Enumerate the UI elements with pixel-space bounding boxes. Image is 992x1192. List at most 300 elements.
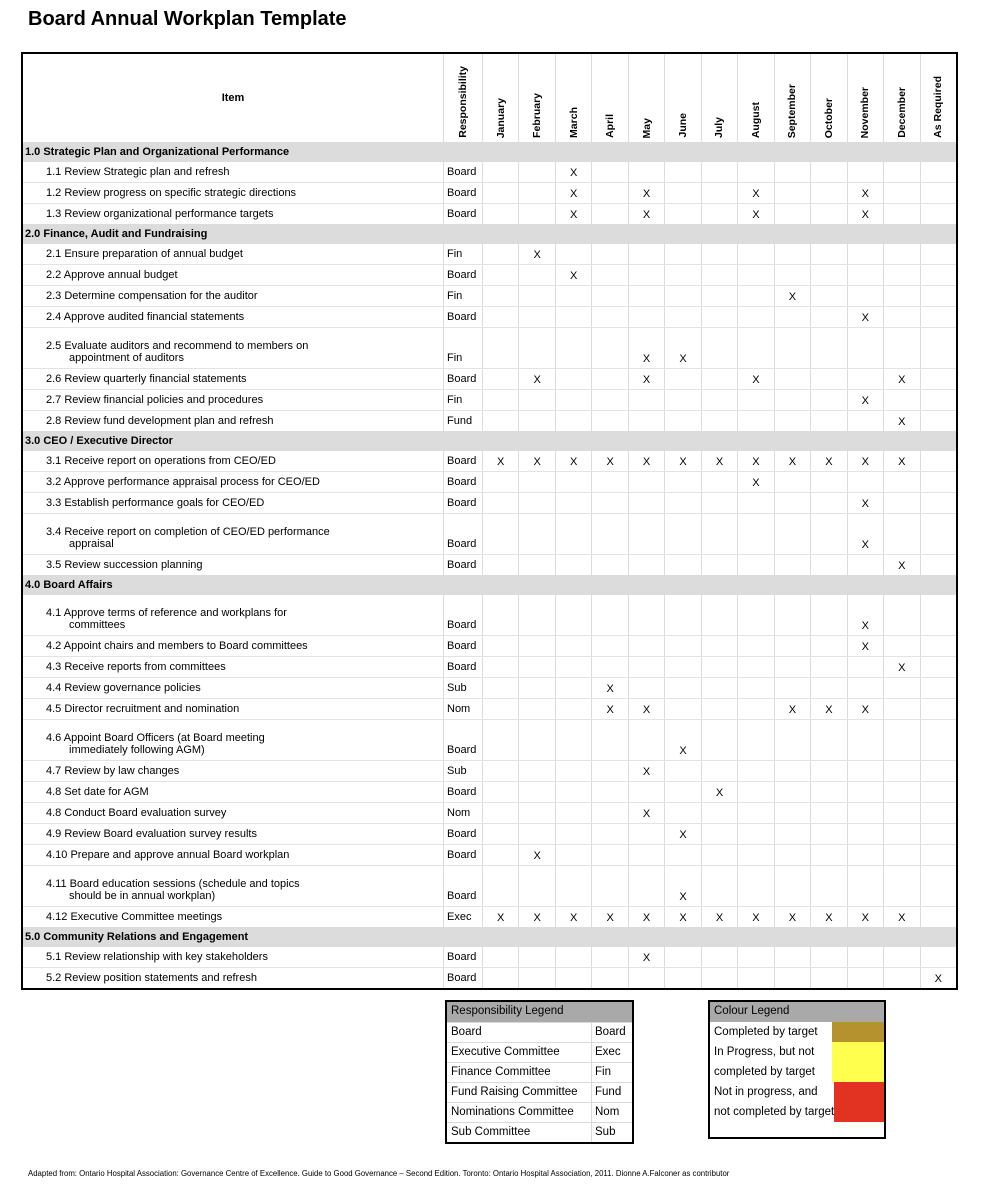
month-mark-cell: X: [847, 595, 883, 635]
month-mark-cell: [482, 390, 518, 410]
month-mark-cell: [737, 947, 773, 967]
month-mark-cell: [883, 390, 919, 410]
month-mark-cell: [920, 183, 956, 203]
month-mark-cell: [555, 390, 591, 410]
month-column-header: [664, 54, 700, 142]
month-mark-cell: [518, 636, 554, 656]
responsibility-cell: Board: [443, 657, 482, 677]
month-mark-cell: [810, 328, 846, 368]
item-text-line: 4.12 Executive Committee meetings: [46, 911, 223, 923]
item-text-line: 2.4 Approve audited financial statements: [46, 311, 245, 323]
month-mark-cell: [774, 968, 810, 988]
month-mark-cell: [664, 286, 700, 306]
month-mark-cell: [664, 947, 700, 967]
month-mark-cell: [482, 472, 518, 492]
month-mark-cell: X: [555, 183, 591, 203]
legend-committee-name: Nominations Committee: [451, 1106, 574, 1118]
month-header-label: As Required: [932, 76, 945, 138]
month-mark-cell: [518, 595, 554, 635]
month-mark-cell: [847, 265, 883, 285]
month-mark-cell: [920, 824, 956, 844]
item-cell: [23, 555, 443, 575]
responsibility-cell: Board: [443, 162, 482, 182]
item-cell: [23, 720, 443, 760]
month-mark-cell: X: [847, 204, 883, 224]
responsibility-legend: [445, 1000, 634, 1144]
month-mark-cell: [810, 472, 846, 492]
month-mark-cell: [920, 286, 956, 306]
month-mark-cell: [591, 369, 627, 389]
month-mark-cell: [701, 699, 737, 719]
month-mark-cell: [664, 472, 700, 492]
responsibility-cell: Sub: [443, 761, 482, 781]
month-mark-cell: [701, 514, 737, 554]
month-mark-cell: [774, 244, 810, 264]
item-cell: [23, 803, 443, 823]
month-mark-cell: X: [628, 699, 664, 719]
month-mark-cell: X: [555, 907, 591, 927]
month-mark-cell: X: [737, 472, 773, 492]
month-mark-cell: [883, 803, 919, 823]
month-mark-cell: [591, 968, 627, 988]
month-mark-cell: [920, 265, 956, 285]
month-mark-cell: [555, 845, 591, 865]
month-mark-cell: [591, 390, 627, 410]
colour-legend-row: [710, 1042, 884, 1082]
month-mark-cell: [920, 411, 956, 431]
month-header-label: May: [640, 117, 653, 138]
month-mark-cell: X: [591, 699, 627, 719]
item-text-line: 3.5 Review succession planning: [46, 559, 203, 571]
month-mark-cell: [774, 824, 810, 844]
month-mark-cell: [518, 699, 554, 719]
month-mark-cell: [920, 328, 956, 368]
month-mark-cell: [883, 720, 919, 760]
month-mark-cell: X: [628, 369, 664, 389]
month-mark-cell: [774, 411, 810, 431]
item-cell: [23, 866, 443, 906]
responsibility-cell: Board: [443, 265, 482, 285]
colour-label-line: Not in progress, and: [714, 1086, 818, 1098]
item-cell: [23, 845, 443, 865]
month-mark-cell: [701, 472, 737, 492]
item-text-line: appointment of auditors: [69, 352, 184, 364]
month-mark-cell: [883, 636, 919, 656]
month-mark-cell: [664, 782, 700, 802]
month-mark-cell: [810, 514, 846, 554]
month-mark-cell: [810, 803, 846, 823]
item-text-line: committees: [69, 619, 126, 631]
section-header-row: 5.0 Community Relations and Engagement: [23, 927, 956, 947]
month-mark-cell: X: [518, 369, 554, 389]
month-mark-cell: [810, 162, 846, 182]
month-mark-cell: X: [847, 307, 883, 327]
month-mark-cell: [555, 699, 591, 719]
month-column-header: [774, 54, 810, 142]
month-mark-cell: [664, 265, 700, 285]
month-mark-cell: [920, 782, 956, 802]
item-cell: [23, 162, 443, 182]
month-mark-cell: X: [628, 204, 664, 224]
month-mark-cell: X: [628, 451, 664, 471]
month-header-label: February: [531, 93, 544, 138]
month-mark-cell: X: [555, 451, 591, 471]
month-mark-cell: [628, 678, 664, 698]
month-mark-cell: [518, 678, 554, 698]
month-mark-cell: X: [555, 162, 591, 182]
month-mark-cell: [737, 699, 773, 719]
month-mark-cell: [518, 328, 554, 368]
month-mark-cell: [628, 657, 664, 677]
month-mark-cell: [482, 803, 518, 823]
month-mark-cell: X: [920, 968, 956, 988]
month-mark-cell: [847, 328, 883, 368]
month-column-header: [737, 54, 773, 142]
month-mark-cell: [555, 244, 591, 264]
month-mark-cell: [555, 555, 591, 575]
table-row: [23, 389, 956, 410]
month-mark-cell: [774, 555, 810, 575]
month-mark-cell: [810, 265, 846, 285]
month-header-label: December: [895, 87, 908, 138]
month-mark-cell: [737, 845, 773, 865]
month-mark-cell: [810, 493, 846, 513]
table-row: [23, 781, 956, 802]
month-mark-cell: X: [883, 907, 919, 927]
month-mark-cell: [482, 514, 518, 554]
responsibility-cell: Board: [443, 947, 482, 967]
month-mark-cell: [555, 514, 591, 554]
item-text-line: 4.9 Review Board evaluation survey results: [46, 828, 257, 840]
month-column-header: [482, 54, 518, 142]
month-mark-cell: [482, 968, 518, 988]
month-mark-cell: [482, 493, 518, 513]
table-row: [23, 182, 956, 203]
month-mark-cell: [482, 699, 518, 719]
month-mark-cell: [555, 866, 591, 906]
table-row: [23, 368, 956, 389]
legend-committee-name: Sub Committee: [451, 1126, 531, 1138]
item-cell: [23, 782, 443, 802]
responsibility-cell: Board: [443, 204, 482, 224]
month-column-header: [847, 54, 883, 142]
month-mark-cell: [701, 286, 737, 306]
month-mark-cell: [518, 183, 554, 203]
month-mark-cell: [555, 720, 591, 760]
responsibility-cell: Board: [443, 555, 482, 575]
month-mark-cell: [518, 824, 554, 844]
item-cell: [23, 369, 443, 389]
month-mark-cell: [847, 162, 883, 182]
month-mark-cell: X: [847, 514, 883, 554]
month-mark-cell: [920, 390, 956, 410]
footer-note: Adapted from: Ontario Hospital Association: Governance Centre of Excellence. Guide to Good Governance – Second Edition. Toronto: Ontario Hospital Association, 2011. Dionne A.Falconer as contributor: [28, 1169, 730, 1178]
item-text-line: 2.8 Review fund development plan and refresh: [46, 415, 274, 427]
month-mark-cell: [920, 866, 956, 906]
item-text-line: immediately following AGM): [69, 744, 205, 756]
month-mark-cell: X: [737, 204, 773, 224]
responsibility-cell: Board: [443, 824, 482, 844]
item-cell: [23, 514, 443, 554]
month-mark-cell: [847, 866, 883, 906]
responsibility-cell: Board: [443, 183, 482, 203]
month-mark-cell: [555, 761, 591, 781]
month-mark-cell: [847, 555, 883, 575]
month-mark-cell: [810, 866, 846, 906]
month-mark-cell: [482, 678, 518, 698]
month-mark-cell: [664, 369, 700, 389]
month-mark-cell: [482, 761, 518, 781]
item-text-line: 4.11 Board education sessions (schedule and topics: [46, 878, 300, 890]
month-mark-cell: [518, 968, 554, 988]
item-cell: [23, 265, 443, 285]
month-mark-cell: [664, 514, 700, 554]
month-mark-cell: X: [810, 451, 846, 471]
responsibility-column-header: [443, 54, 482, 142]
month-mark-cell: [482, 824, 518, 844]
workplan-table: [21, 52, 958, 990]
responsibility-cell: Fin: [443, 244, 482, 264]
month-mark-cell: [737, 265, 773, 285]
month-mark-cell: [664, 845, 700, 865]
month-mark-cell: [482, 411, 518, 431]
month-mark-cell: [883, 678, 919, 698]
month-mark-cell: [883, 307, 919, 327]
table-row: [23, 635, 956, 656]
month-mark-cell: [482, 657, 518, 677]
month-mark-cell: X: [664, 907, 700, 927]
legend-row: [447, 1102, 632, 1122]
month-mark-cell: X: [482, 451, 518, 471]
month-mark-cell: [701, 244, 737, 264]
responsibility-cell: Nom: [443, 803, 482, 823]
month-mark-cell: [701, 636, 737, 656]
legend-committee-name: Executive Committee: [451, 1046, 560, 1058]
month-mark-cell: [883, 514, 919, 554]
item-text-line: 4.6 Appoint Board Officers (at Board meeting: [46, 732, 265, 744]
month-mark-cell: X: [555, 204, 591, 224]
month-mark-cell: [847, 782, 883, 802]
month-mark-cell: [482, 307, 518, 327]
item-cell: [23, 678, 443, 698]
section-header-row: 2.0 Finance, Audit and Fundraising: [23, 224, 956, 244]
month-mark-cell: [628, 390, 664, 410]
table-row: [23, 698, 956, 719]
month-mark-cell: X: [518, 907, 554, 927]
month-column-header: [518, 54, 554, 142]
responsibility-cell: Sub: [443, 678, 482, 698]
responsibility-legend-rows: [447, 1022, 632, 1142]
item-cell: [23, 390, 443, 410]
item-cell: [23, 411, 443, 431]
month-mark-cell: [847, 472, 883, 492]
month-mark-cell: X: [664, 866, 700, 906]
month-mark-cell: [737, 761, 773, 781]
month-mark-cell: [883, 782, 919, 802]
month-mark-cell: X: [737, 183, 773, 203]
month-mark-cell: [737, 286, 773, 306]
item-text-line: 4.7 Review by law changes: [46, 765, 180, 777]
table-row: [23, 865, 956, 906]
month-mark-cell: [591, 845, 627, 865]
month-mark-cell: [774, 390, 810, 410]
month-mark-cell: [628, 720, 664, 760]
month-mark-cell: X: [555, 265, 591, 285]
month-mark-cell: [920, 803, 956, 823]
month-mark-cell: [518, 657, 554, 677]
responsibility-cell: Board: [443, 782, 482, 802]
month-mark-cell: [774, 866, 810, 906]
legend-abbreviation: Sub: [591, 1123, 632, 1142]
month-mark-cell: [847, 947, 883, 967]
item-text-line: appraisal: [69, 538, 114, 550]
colour-legend: [708, 1000, 886, 1139]
month-mark-cell: X: [883, 555, 919, 575]
month-mark-cell: X: [482, 907, 518, 927]
month-mark-cell: [518, 162, 554, 182]
month-mark-cell: [482, 204, 518, 224]
month-mark-cell: [883, 761, 919, 781]
month-mark-cell: X: [628, 947, 664, 967]
item-text-line: 4.1 Approve terms of reference and workplans for: [46, 607, 287, 619]
colour-label-line: not completed by target: [714, 1106, 835, 1118]
month-mark-cell: [482, 328, 518, 368]
responsibility-cell: Board: [443, 369, 482, 389]
item-text-line: 1.2 Review progress on specific strategic directions: [46, 187, 297, 199]
table-row: [23, 802, 956, 823]
month-mark-cell: [518, 866, 554, 906]
responsibility-cell: Board: [443, 968, 482, 988]
responsibility-cell: Board: [443, 720, 482, 760]
month-mark-cell: [737, 514, 773, 554]
month-mark-cell: [737, 636, 773, 656]
month-mark-cell: [664, 162, 700, 182]
month-mark-cell: [774, 595, 810, 635]
month-mark-cell: [591, 761, 627, 781]
month-mark-cell: [920, 555, 956, 575]
month-header-label: June: [677, 113, 690, 138]
month-mark-cell: [920, 244, 956, 264]
month-mark-cell: [591, 514, 627, 554]
month-mark-cell: [664, 657, 700, 677]
month-mark-cell: [774, 782, 810, 802]
month-mark-cell: [737, 657, 773, 677]
month-mark-cell: [664, 244, 700, 264]
item-text-line: 3.2 Approve performance appraisal process for CEO/ED: [46, 476, 320, 488]
item-cell: [23, 699, 443, 719]
month-mark-cell: [883, 595, 919, 635]
month-mark-cell: [774, 947, 810, 967]
month-mark-cell: X: [774, 699, 810, 719]
month-mark-cell: [701, 720, 737, 760]
colour-legend-row: [710, 1082, 884, 1122]
responsibility-cell: Board: [443, 307, 482, 327]
month-mark-cell: [555, 411, 591, 431]
month-mark-cell: [920, 636, 956, 656]
month-mark-cell: [737, 824, 773, 844]
month-mark-cell: [701, 866, 737, 906]
month-mark-cell: [847, 720, 883, 760]
item-cell: [23, 947, 443, 967]
month-mark-cell: [847, 369, 883, 389]
month-mark-cell: [810, 824, 846, 844]
month-mark-cell: X: [883, 657, 919, 677]
month-mark-cell: [555, 947, 591, 967]
month-mark-cell: [701, 204, 737, 224]
month-mark-cell: [883, 204, 919, 224]
month-mark-cell: [591, 803, 627, 823]
legend-abbreviation: Fund: [591, 1083, 632, 1102]
month-mark-cell: [628, 845, 664, 865]
month-mark-cell: X: [628, 183, 664, 203]
month-mark-cell: X: [664, 328, 700, 368]
month-column-header: [883, 54, 919, 142]
month-mark-cell: [628, 286, 664, 306]
table-row: [23, 677, 956, 698]
month-mark-cell: X: [518, 845, 554, 865]
month-mark-cell: [628, 968, 664, 988]
month-mark-cell: [555, 657, 591, 677]
month-mark-cell: [701, 162, 737, 182]
month-mark-cell: [774, 472, 810, 492]
month-mark-cell: [664, 411, 700, 431]
month-mark-cell: [883, 866, 919, 906]
section-header-row: 1.0 Strategic Plan and Organizational Performance: [23, 142, 956, 162]
month-mark-cell: [810, 845, 846, 865]
month-mark-cell: X: [847, 183, 883, 203]
item-text-line: 4.2 Appoint chairs and members to Board committees: [46, 640, 308, 652]
table-row: [23, 719, 956, 760]
month-mark-cell: [737, 328, 773, 368]
month-mark-cell: [591, 265, 627, 285]
item-cell: [23, 451, 443, 471]
month-mark-cell: [591, 307, 627, 327]
item-cell: [23, 244, 443, 264]
responsibility-cell: Board: [443, 866, 482, 906]
table-row: [23, 844, 956, 865]
month-mark-cell: X: [774, 286, 810, 306]
item-text-line: 5.2 Review position statements and refresh: [46, 972, 257, 984]
item-text-line: 4.8 Conduct Board evaluation survey: [46, 807, 227, 819]
item-cell: [23, 286, 443, 306]
page-title: Board Annual Workplan Template: [28, 8, 347, 30]
item-cell: [23, 493, 443, 513]
month-mark-cell: [883, 286, 919, 306]
item-text-line: 3.1 Receive report on operations from CEO/ED: [46, 455, 276, 467]
month-mark-cell: [555, 328, 591, 368]
item-column-header: Item: [221, 92, 245, 104]
month-mark-cell: X: [847, 636, 883, 656]
item-text-line: 2.1 Ensure preparation of annual budget: [46, 248, 243, 260]
month-mark-cell: [518, 307, 554, 327]
month-column-header: [591, 54, 627, 142]
month-mark-cell: [664, 761, 700, 781]
month-mark-cell: X: [810, 907, 846, 927]
month-mark-cell: [591, 328, 627, 368]
month-mark-cell: [737, 411, 773, 431]
item-cell: [23, 183, 443, 203]
item-text-line: 4.5 Director recruitment and nomination: [46, 703, 240, 715]
month-mark-cell: [701, 803, 737, 823]
month-header-label: January: [494, 97, 507, 138]
month-mark-cell: X: [591, 907, 627, 927]
month-mark-cell: [774, 493, 810, 513]
item-text-line: 1.1 Review Strategic plan and refresh: [46, 166, 230, 178]
month-mark-cell: [482, 845, 518, 865]
month-header-label: November: [859, 86, 872, 138]
month-mark-cell: [518, 265, 554, 285]
month-mark-cell: [920, 907, 956, 927]
